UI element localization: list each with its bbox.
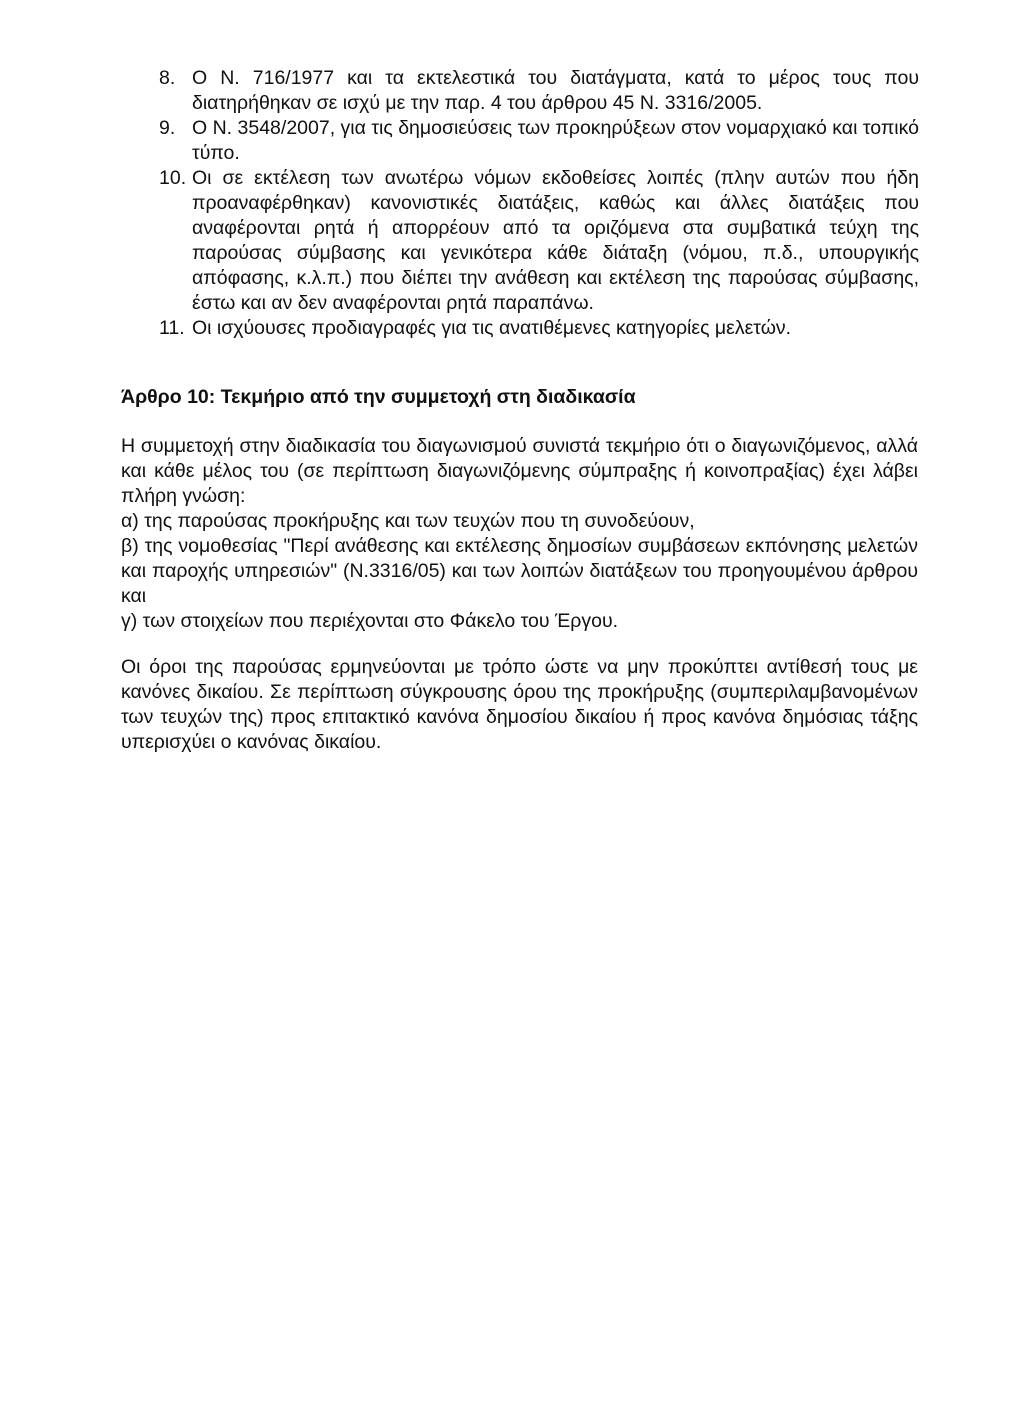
article-body (121, 434, 918, 634)
list-item (159, 66, 919, 116)
list-item-number: 8. (159, 67, 176, 89)
list-item-number: 11. (159, 317, 185, 339)
list-item-text: Οι σε εκτέλεση των ανωτέρω νόμων εκδοθείσες λοιπές (πλην αυτών που ήδη προαναφέρθηκαν) κανονιστικές διατάξεις, καθώς και άλλες διατάξεις που αναφέρονται ρητά ή απορρέουν από τα οριζόμενα στα συμβατικά τεύχη της παρούσας σύμβασης και γενικότερα κάθε διάταξη (νόμου, π.δ., υπουργικής απόφασης, κ.λ.π.) που διέπει την ανάθεση και εκτέλεση της παρούσας σύμβασης, έστω και αν δεν αναφέρονται ρητά παραπάνω. (192, 167, 919, 314)
list-item-text: Οι ισχύουσες προδιαγραφές για τις ανατιθέμενες κατηγορίες μελετών. (192, 317, 792, 339)
list-item (159, 166, 919, 316)
article-closing-block (121, 655, 918, 755)
article-closing: Οι όροι της παρούσας ερμηνεύονται με τρόπο ώστε να μην προκύπτει αντίθεσή τους με κανόνες δικαίου. Σε περίπτωση σύγκρουσης όρου της προκήρυξης (συμπεριλαμβανομένων των τευχών της) προς επιτακτικό κανόνα δημοσίου δικαίου ή προς κανόνα δημόσιας τάξης υπερισχύει ο κανόνας δικαίου. (121, 656, 918, 753)
list-item-number: 9. (159, 117, 176, 139)
list-item-text: Ο Ν. 3548/2007, για τις δημοσιεύσεις των προκηρύξεων στον νομαρχιακό και τοπικό τύπο. (192, 117, 919, 164)
list-item-number: 10. (159, 167, 187, 189)
legislation-list (159, 66, 919, 341)
article-item-c: γ) των στοιχείων που περιέχονται στο Φάκελο του Έργου. (121, 610, 619, 632)
article-intro: Η συμμετοχή στην διαδικασία του διαγωνισμού συνιστά τεκμήριο ότι ο διαγωνιζόμενος, αλλά και κάθε μέλος του (σε περίπτωση διαγωνιζόμενης σύμπραξης ή κοινοπραξίας) έχει λάβει πλήρη γνώση: (121, 435, 918, 507)
article-heading: Άρθρο 10: Τεκμήριο από την συμμετοχή στη διαδικασία (121, 386, 636, 408)
article-item-b: β) της νομοθεσίας "Περί ανάθεσης και εκτέλεσης δημοσίων συμβάσεων εκπόνησης μελετών και παροχής υπηρεσιών" (Ν.3316/05) και των λοιπών διατάξεων του προηγουμένου άρθρου και (121, 535, 918, 607)
list-item (159, 116, 919, 166)
list-item-text: Ο Ν. 716/1977 και τα εκτελεστικά του διατάγματα, κατά το μέρος τους που διατηρήθηκαν σε ισχύ με την παρ. 4 του άρθρου 45 Ν. 3316/2005. (192, 67, 919, 114)
article-item-a: α) της παρούσας προκήρυξης και των τευχών που τη συνοδεύουν, (121, 510, 695, 532)
list-item (159, 316, 919, 341)
